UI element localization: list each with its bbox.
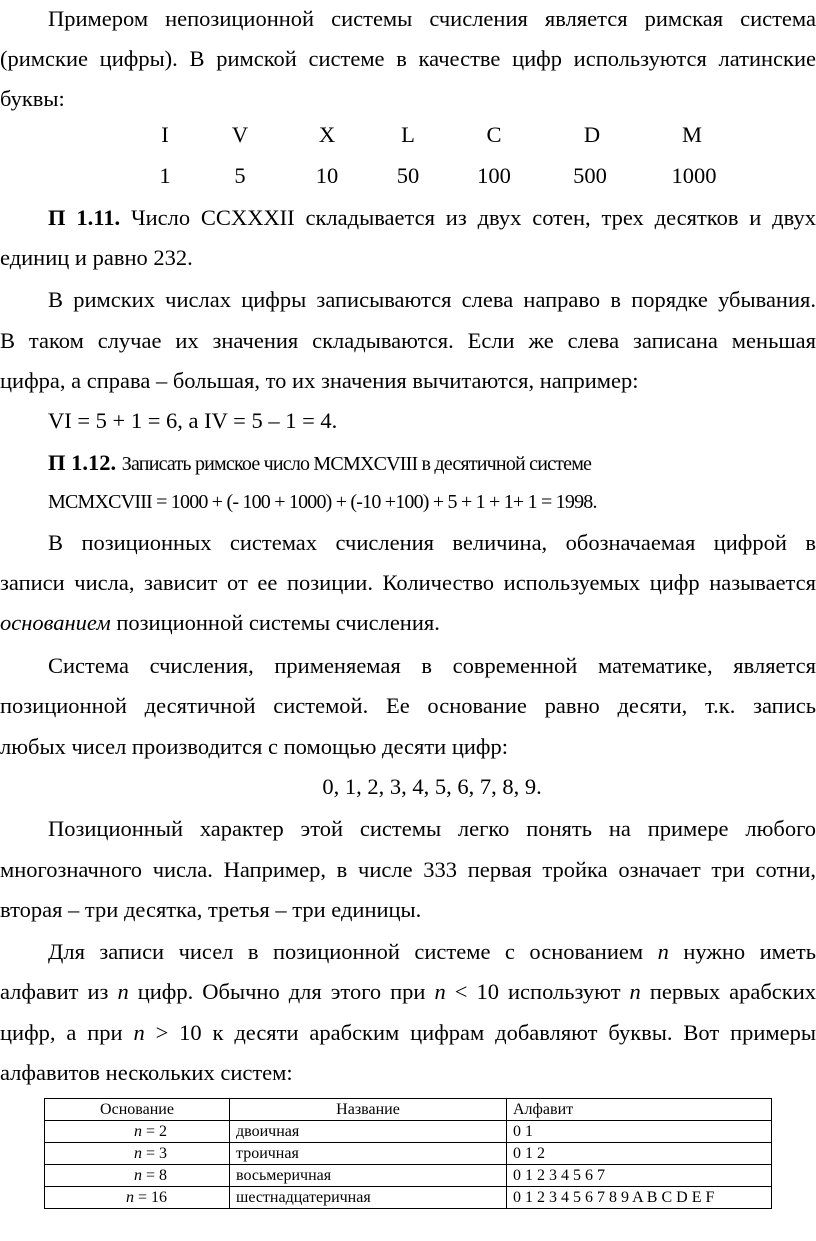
- cell-base: n = 16: [45, 1187, 230, 1209]
- example-line-2: многозначного числа. Например, в числе 333 первая тройка означает три сотни,: [0, 857, 816, 882]
- roman-letter: L: [401, 122, 415, 147]
- roman-values-row: [0, 163, 816, 193]
- roman-value: 100: [477, 163, 511, 188]
- roman-letter: D: [583, 122, 601, 147]
- problem-1-11-line-1: [0, 203, 816, 233]
- rule-line-1: В римских числах цифры записываются слева направо в порядке убывания.: [48, 287, 816, 312]
- problem-label: П 1.11.: [48, 205, 121, 230]
- cell-base: n = 3: [45, 1143, 230, 1165]
- rule-line-3: цифра, а справа – большая, то их значения вычитаются, например:: [0, 368, 639, 393]
- cell-base: n = 2: [45, 1121, 230, 1143]
- alphabet-line-3: [0, 1018, 816, 1048]
- problem-text: Записать римское число MCMXCVIII в десятичной системе: [121, 453, 592, 475]
- alphabet-line-2: [0, 977, 816, 1007]
- intro-line-1: Примером непозиционной системы счисления является римская система: [48, 6, 816, 31]
- table-header-row: [45, 1099, 772, 1121]
- example-line-1: Позиционный характер этой системы легко понять на примере любого: [48, 816, 816, 841]
- problem-1-12-formula: MCMXCVIII = 1000 + (- 100 + 1000) + (-10 +100) + 5 + 1 + 1+ 1 = 1998.: [48, 491, 597, 513]
- alphabet-text: алфавит из: [0, 979, 118, 1004]
- cell-name: шестнадцатеричная: [230, 1187, 507, 1209]
- problem-1-11-line-2: единиц и равно 232.: [0, 245, 193, 270]
- example-line-3: вторая – три десятка, третья – три единицы.: [0, 897, 422, 922]
- cell-alphabet: 0 1 2 3 4 5 6 7 8 9 A B C D E F: [507, 1187, 772, 1209]
- column-header-name: Название: [230, 1099, 507, 1121]
- rule-line-2: В таком случае их значения складываются. Если же слева записана меньшая: [0, 328, 816, 353]
- problem-1-12-line-1: [48, 448, 591, 479]
- column-header-alphabet: Алфавит: [507, 1099, 772, 1121]
- table-row: [45, 1143, 772, 1165]
- roman-value: 5: [234, 163, 246, 188]
- intro-line-3: буквы:: [0, 86, 65, 111]
- term-base: основанием: [0, 610, 111, 635]
- table-row: [45, 1165, 772, 1187]
- roman-letter: X: [318, 122, 336, 147]
- positional-line-2: записи числа, зависит от ее позиции. Количество используемых цифр называется: [0, 570, 816, 595]
- alphabet-line-4: алфавитов нескольких систем:: [0, 1060, 293, 1085]
- alphabet-line-1: [0, 937, 816, 967]
- positional-line-3: [0, 608, 440, 638]
- alphabet-text: первых арабских: [640, 979, 816, 1004]
- variable-n: n: [117, 979, 129, 1004]
- cell-name: троичная: [230, 1143, 507, 1165]
- decimal-line-3: любых чисел производится с помощью десяти цифр:: [0, 734, 509, 759]
- alphabet-text: цифр. Обычно для этого при: [128, 979, 435, 1004]
- table-row: [45, 1121, 772, 1143]
- cell-name: двоичная: [230, 1121, 507, 1143]
- variable-n: n: [434, 979, 446, 1004]
- roman-value: 1: [159, 163, 171, 188]
- problem-text: Число CCXXXII складывается из двух сотен, трех десятков и двух: [130, 205, 816, 230]
- roman-value: 1000: [671, 163, 717, 188]
- problem-label: П 1.12.: [48, 450, 117, 475]
- roman-letter: M: [681, 122, 703, 147]
- variable-n: n: [629, 979, 641, 1004]
- roman-letter: C: [486, 122, 502, 147]
- alphabet-text: нужно иметь: [668, 939, 816, 964]
- roman-value: 500: [573, 163, 607, 188]
- table-row: [45, 1187, 772, 1209]
- roman-value: 10: [315, 163, 339, 188]
- alphabet-text: Для записи чисел в позиционной системе с основанием: [48, 939, 658, 964]
- decimal-line-1: Система счисления, применяемая в современной математике, является: [48, 653, 816, 678]
- positional-text: позиционной системы счисления.: [110, 610, 440, 635]
- column-header-base: Основание: [45, 1099, 230, 1121]
- variable-n: n: [657, 939, 669, 964]
- roman-letters-row: [0, 122, 816, 152]
- roman-value: 50: [396, 163, 420, 188]
- positional-line-1: В позиционных системах счисления величина, обозначаемая цифрой в: [48, 530, 816, 555]
- rule-line-4: VI = 5 + 1 = 6, а IV = 5 – 1 = 4.: [48, 408, 338, 433]
- alphabet-text: > 10 к десяти арабским цифрам добавляют буквы. Вот примеры: [144, 1020, 816, 1045]
- cell-base: n = 8: [45, 1165, 230, 1187]
- roman-letter: V: [231, 122, 249, 147]
- alphabets-table: [44, 1098, 772, 1209]
- decimal-digits: 0, 1, 2, 3, 4, 5, 6, 7, 8, 9.: [322, 774, 542, 799]
- cell-alphabet: 0 1 2: [507, 1143, 772, 1165]
- cell-alphabet: 0 1 2 3 4 5 6 7: [507, 1165, 772, 1187]
- alphabet-text: цифр, а при: [0, 1020, 134, 1045]
- variable-n: n: [133, 1020, 145, 1045]
- decimal-line-2: позиционной десятичной системой. Ее основание равно десяти, т.к. запись: [0, 693, 816, 718]
- cell-name: восьмеричная: [230, 1165, 507, 1187]
- roman-letter: I: [161, 122, 169, 147]
- alphabet-text: < 10 используют: [445, 979, 630, 1004]
- intro-line-2: (римские цифры). В римской системе в качестве цифр используются латинские: [0, 46, 816, 71]
- cell-alphabet: 0 1: [507, 1121, 772, 1143]
